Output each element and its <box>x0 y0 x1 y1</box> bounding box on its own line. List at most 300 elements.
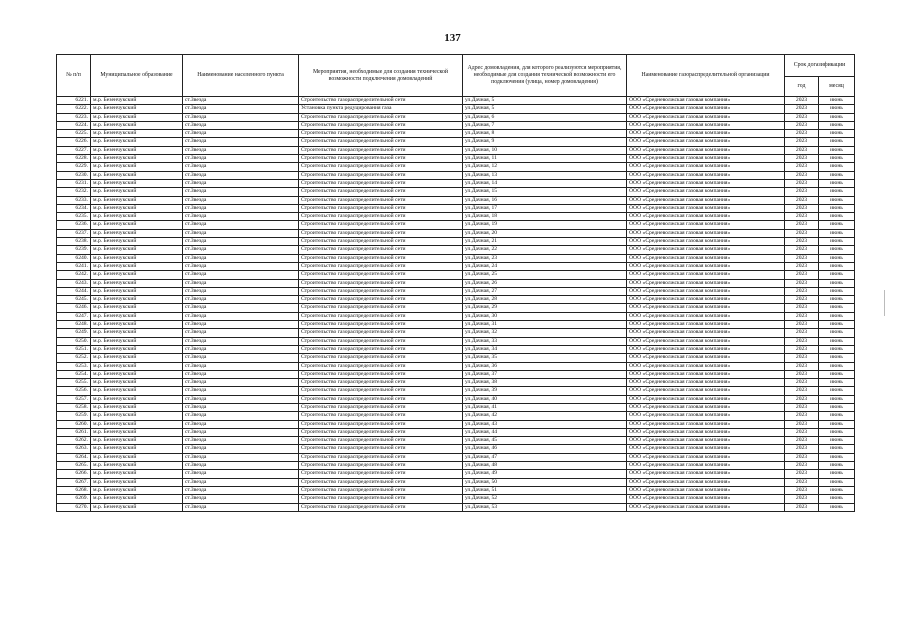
row-organization: ООО «Средневолжская газовая компания» <box>627 262 785 270</box>
row-year: 2023 <box>785 403 819 411</box>
row-organization: ООО «Средневолжская газовая компания» <box>627 354 785 362</box>
row-settlement: ст.Звезда <box>183 254 299 262</box>
row-organization: ООО «Средневолжская газовая компания» <box>627 229 785 237</box>
row-year: 2023 <box>785 337 819 345</box>
row-address: ул.Дачная, 9 <box>463 138 627 146</box>
table-row <box>57 362 855 370</box>
row-year: 2023 <box>785 412 819 420</box>
row-organization: ООО «Средневолжская газовая компания» <box>627 287 785 295</box>
table-row <box>57 403 855 411</box>
row-year: 2023 <box>785 478 819 486</box>
row-organization: ООО «Средневолжская газовая компания» <box>627 279 785 287</box>
row-year: 2023 <box>785 437 819 445</box>
row-measure: Строительство газораспределительной сети <box>299 437 463 445</box>
row-number: 6245. <box>57 296 91 304</box>
row-municipality: м.р. Безенчукский <box>91 486 183 494</box>
table-row <box>57 486 855 494</box>
row-municipality: м.р. Безенчукский <box>91 221 183 229</box>
row-organization: ООО «Средневолжская газовая компания» <box>627 296 785 304</box>
row-measure: Строительство газораспределительной сети <box>299 246 463 254</box>
row-measure: Строительство газораспределительной сети <box>299 387 463 395</box>
row-year: 2023 <box>785 428 819 436</box>
table-row <box>57 279 855 287</box>
row-number: 6227. <box>57 146 91 154</box>
row-organization: ООО «Средневолжская газовая компания» <box>627 329 785 337</box>
row-settlement: ст.Звезда <box>183 287 299 295</box>
row-address: ул.Дачная, 53 <box>463 503 627 511</box>
row-organization: ООО «Средневолжская газовая компания» <box>627 171 785 179</box>
header-settlement: Наименование населенного пункта <box>183 55 299 97</box>
row-address: ул.Дачная, 31 <box>463 321 627 329</box>
row-number: 6231. <box>57 179 91 187</box>
row-measure: Строительство газораспределительной сети <box>299 97 463 105</box>
row-month: июнь <box>819 287 855 295</box>
row-address: ул.Дачная, 30 <box>463 312 627 320</box>
row-address: ул.Дачная, 48 <box>463 462 627 470</box>
row-address: ул.Дачная, 7 <box>463 121 627 129</box>
row-settlement: ст.Звезда <box>183 370 299 378</box>
row-number: 6238. <box>57 238 91 246</box>
table-row <box>57 312 855 320</box>
row-measure: Строительство газораспределительной сети <box>299 138 463 146</box>
row-address: ул.Дачная, 42 <box>463 412 627 420</box>
table-row <box>57 130 855 138</box>
row-year: 2023 <box>785 495 819 503</box>
table-row <box>57 213 855 221</box>
row-address: ул.Дачная, 8 <box>463 130 627 138</box>
row-address: ул.Дачная, 46 <box>463 445 627 453</box>
row-settlement: ст.Звезда <box>183 271 299 279</box>
table-row <box>57 503 855 511</box>
row-address: ул.Дачная, 5 <box>463 105 627 113</box>
table-row <box>57 412 855 420</box>
row-year: 2023 <box>785 221 819 229</box>
row-month: июнь <box>819 354 855 362</box>
row-municipality: м.р. Безенчукский <box>91 279 183 287</box>
row-number: 6248. <box>57 321 91 329</box>
row-address: ул.Дачная, 11 <box>463 155 627 163</box>
row-settlement: ст.Звезда <box>183 470 299 478</box>
table-row <box>57 462 855 470</box>
row-month: июнь <box>819 262 855 270</box>
row-municipality: м.р. Безенчукский <box>91 196 183 204</box>
row-organization: ООО «Средневолжская газовая компания» <box>627 478 785 486</box>
row-organization: ООО «Средневолжская газовая компания» <box>627 188 785 196</box>
row-municipality: м.р. Безенчукский <box>91 503 183 511</box>
row-municipality: м.р. Безенчукский <box>91 204 183 212</box>
row-settlement: ст.Звезда <box>183 387 299 395</box>
table-row <box>57 354 855 362</box>
row-address: ул.Дачная, 25 <box>463 271 627 279</box>
row-month: июнь <box>819 370 855 378</box>
row-year: 2023 <box>785 229 819 237</box>
row-municipality: м.р. Безенчукский <box>91 229 183 237</box>
row-organization: ООО «Средневолжская газовая компания» <box>627 304 785 312</box>
table-row <box>57 329 855 337</box>
row-municipality: м.р. Безенчукский <box>91 155 183 163</box>
row-measure: Строительство газораспределительной сети <box>299 503 463 511</box>
row-address: ул.Дачная, 50 <box>463 478 627 486</box>
row-number: 6264. <box>57 453 91 461</box>
row-address: ул.Дачная, 19 <box>463 221 627 229</box>
table-row <box>57 179 855 187</box>
row-settlement: ст.Звезда <box>183 204 299 212</box>
row-month: июнь <box>819 304 855 312</box>
row-municipality: м.р. Безенчукский <box>91 296 183 304</box>
table-row <box>57 370 855 378</box>
row-month: июнь <box>819 403 855 411</box>
row-number: 6243. <box>57 279 91 287</box>
row-year: 2023 <box>785 97 819 105</box>
row-measure: Строительство газораспределительной сети <box>299 121 463 129</box>
row-settlement: ст.Звезда <box>183 221 299 229</box>
row-year: 2023 <box>785 146 819 154</box>
row-number: 6254. <box>57 370 91 378</box>
row-number: 6252. <box>57 354 91 362</box>
row-number: 6239. <box>57 246 91 254</box>
row-year: 2023 <box>785 130 819 138</box>
row-municipality: м.р. Безенчукский <box>91 254 183 262</box>
row-settlement: ст.Звезда <box>183 171 299 179</box>
table-row <box>57 296 855 304</box>
row-measure: Строительство газораспределительной сети <box>299 296 463 304</box>
row-municipality: м.р. Безенчукский <box>91 428 183 436</box>
page-number: 137 <box>444 32 461 44</box>
table-row <box>57 470 855 478</box>
row-month: июнь <box>819 138 855 146</box>
row-organization: ООО «Средневолжская газовая компания» <box>627 146 785 154</box>
row-year: 2023 <box>785 113 819 121</box>
row-settlement: ст.Звезда <box>183 312 299 320</box>
row-month: июнь <box>819 329 855 337</box>
row-year: 2023 <box>785 179 819 187</box>
header-address: Адрес домовладения, для которого реализуются мероприятия, необходимые для создания технической возможности его подключения (улица, номер домовладения) <box>463 55 627 97</box>
row-municipality: м.р. Безенчукский <box>91 379 183 387</box>
row-organization: ООО «Средневолжская газовая компания» <box>627 196 785 204</box>
table-row <box>57 238 855 246</box>
row-municipality: м.р. Безенчукский <box>91 462 183 470</box>
table-row <box>57 395 855 403</box>
row-month: июнь <box>819 254 855 262</box>
table-row <box>57 155 855 163</box>
row-organization: ООО «Средневолжская газовая компания» <box>627 312 785 320</box>
row-organization: ООО «Средневолжская газовая компания» <box>627 445 785 453</box>
row-year: 2023 <box>785 321 819 329</box>
row-measure: Строительство газораспределительной сети <box>299 478 463 486</box>
row-settlement: ст.Звезда <box>183 345 299 353</box>
table-row <box>57 304 855 312</box>
table-row <box>57 229 855 237</box>
row-organization: ООО «Средневолжская газовая компания» <box>627 204 785 212</box>
row-address: ул.Дачная, 41 <box>463 403 627 411</box>
row-address: ул.Дачная, 16 <box>463 196 627 204</box>
row-month: июнь <box>819 379 855 387</box>
row-address: ул.Дачная, 49 <box>463 470 627 478</box>
row-address: ул.Дачная, 26 <box>463 279 627 287</box>
row-measure: Строительство газораспределительной сети <box>299 155 463 163</box>
row-address: ул.Дачная, 29 <box>463 304 627 312</box>
row-measure: Строительство газораспределительной сети <box>299 470 463 478</box>
row-municipality: м.р. Безенчукский <box>91 470 183 478</box>
row-year: 2023 <box>785 395 819 403</box>
row-month: июнь <box>819 412 855 420</box>
row-measure: Строительство газораспределительной сети <box>299 188 463 196</box>
row-address: ул.Дачная, 23 <box>463 254 627 262</box>
row-month: июнь <box>819 179 855 187</box>
table-row <box>57 287 855 295</box>
row-measure: Строительство газораспределительной сети <box>299 163 463 171</box>
row-municipality: м.р. Безенчукский <box>91 437 183 445</box>
table-row <box>57 146 855 154</box>
row-measure: Строительство газораспределительной сети <box>299 337 463 345</box>
row-settlement: ст.Звезда <box>183 495 299 503</box>
row-settlement: ст.Звезда <box>183 279 299 287</box>
row-address: ул.Дачная, 10 <box>463 146 627 154</box>
row-measure: Строительство газораспределительной сети <box>299 453 463 461</box>
row-measure: Строительство газораспределительной сети <box>299 271 463 279</box>
header-year: год <box>785 77 819 97</box>
row-municipality: м.р. Безенчукский <box>91 105 183 113</box>
header-municipality: Муниципальное образование <box>91 55 183 97</box>
table-row <box>57 379 855 387</box>
row-settlement: ст.Звезда <box>183 105 299 113</box>
row-year: 2023 <box>785 387 819 395</box>
row-number: 6266. <box>57 470 91 478</box>
row-organization: ООО «Средневолжская газовая компания» <box>627 121 785 129</box>
row-address: ул.Дачная, 43 <box>463 420 627 428</box>
row-address: ул.Дачная, 36 <box>463 362 627 370</box>
row-number: 6236. <box>57 221 91 229</box>
row-municipality: м.р. Безенчукский <box>91 354 183 362</box>
row-measure: Строительство газораспределительной сети <box>299 204 463 212</box>
row-municipality: м.р. Безенчукский <box>91 445 183 453</box>
header-organization: Наименование газораспределительной организации <box>627 55 785 97</box>
table-row <box>57 428 855 436</box>
row-municipality: м.р. Безенчукский <box>91 403 183 411</box>
row-measure: Строительство газораспределительной сети <box>299 329 463 337</box>
row-number: 6253. <box>57 362 91 370</box>
row-address: ул.Дачная, 40 <box>463 395 627 403</box>
row-municipality: м.р. Безенчукский <box>91 130 183 138</box>
table-header <box>57 55 855 97</box>
row-settlement: ст.Звезда <box>183 238 299 246</box>
row-month: июнь <box>819 279 855 287</box>
row-number: 6259. <box>57 412 91 420</box>
row-organization: ООО «Средневолжская газовая компания» <box>627 345 785 353</box>
row-measure: Строительство газораспределительной сети <box>299 113 463 121</box>
row-year: 2023 <box>785 213 819 221</box>
row-organization: ООО «Средневолжская газовая компания» <box>627 495 785 503</box>
row-address: ул.Дачная, 38 <box>463 379 627 387</box>
row-organization: ООО «Средневолжская газовая компания» <box>627 246 785 254</box>
row-address: ул.Дачная, 47 <box>463 453 627 461</box>
row-municipality: м.р. Безенчукский <box>91 121 183 129</box>
row-address: ул.Дачная, 39 <box>463 387 627 395</box>
row-number: 6233. <box>57 196 91 204</box>
row-number: 6225. <box>57 130 91 138</box>
row-address: ул.Дачная, 37 <box>463 370 627 378</box>
row-number: 6270. <box>57 503 91 511</box>
row-municipality: м.р. Безенчукский <box>91 312 183 320</box>
table-row <box>57 437 855 445</box>
row-municipality: м.р. Безенчукский <box>91 329 183 337</box>
row-address: ул.Дачная, 33 <box>463 337 627 345</box>
row-number: 6221. <box>57 97 91 105</box>
table-row <box>57 321 855 329</box>
row-month: июнь <box>819 312 855 320</box>
row-year: 2023 <box>785 420 819 428</box>
table-row <box>57 221 855 229</box>
row-municipality: м.р. Безенчукский <box>91 246 183 254</box>
table-row <box>57 453 855 461</box>
row-month: июнь <box>819 105 855 113</box>
row-measure: Строительство газораспределительной сети <box>299 379 463 387</box>
row-month: июнь <box>819 428 855 436</box>
row-settlement: ст.Звезда <box>183 329 299 337</box>
row-organization: ООО «Средневолжская газовая компания» <box>627 254 785 262</box>
row-month: июнь <box>819 345 855 353</box>
table-row <box>57 345 855 353</box>
row-measure: Установка пункта редуцирования газа <box>299 105 463 113</box>
row-municipality: м.р. Безенчукский <box>91 188 183 196</box>
row-address: ул.Дачная, 22 <box>463 246 627 254</box>
row-month: июнь <box>819 238 855 246</box>
row-year: 2023 <box>785 503 819 511</box>
row-municipality: м.р. Безенчукский <box>91 179 183 187</box>
row-settlement: ст.Звезда <box>183 213 299 221</box>
row-settlement: ст.Звезда <box>183 354 299 362</box>
row-month: июнь <box>819 171 855 179</box>
row-address: ул.Дачная, 20 <box>463 229 627 237</box>
row-address: ул.Дачная, 28 <box>463 296 627 304</box>
row-municipality: м.р. Безенчукский <box>91 337 183 345</box>
header-deadline: Срок догазификации <box>785 55 855 77</box>
row-measure: Строительство газораспределительной сети <box>299 171 463 179</box>
row-measure: Строительство газораспределительной сети <box>299 420 463 428</box>
row-year: 2023 <box>785 354 819 362</box>
row-number: 6241. <box>57 262 91 270</box>
table-row <box>57 246 855 254</box>
row-settlement: ст.Звезда <box>183 138 299 146</box>
row-address: ул.Дачная, 44 <box>463 428 627 436</box>
row-year: 2023 <box>785 254 819 262</box>
row-measure: Строительство газораспределительной сети <box>299 279 463 287</box>
row-settlement: ст.Звезда <box>183 296 299 304</box>
row-organization: ООО «Средневолжская газовая компания» <box>627 271 785 279</box>
table-row <box>57 97 855 105</box>
row-measure: Строительство газораспределительной сети <box>299 130 463 138</box>
row-measure: Строительство газораспределительной сети <box>299 146 463 154</box>
row-measure: Строительство газораспределительной сети <box>299 362 463 370</box>
row-measure: Строительство газораспределительной сети <box>299 428 463 436</box>
row-settlement: ст.Звезда <box>183 412 299 420</box>
row-number: 6222. <box>57 105 91 113</box>
row-settlement: ст.Звезда <box>183 486 299 494</box>
row-municipality: м.р. Безенчукский <box>91 412 183 420</box>
table-row <box>57 188 855 196</box>
row-organization: ООО «Средневолжская газовая компания» <box>627 437 785 445</box>
row-month: июнь <box>819 155 855 163</box>
row-settlement: ст.Звезда <box>183 229 299 237</box>
row-number: 6250. <box>57 337 91 345</box>
row-address: ул.Дачная, 12 <box>463 163 627 171</box>
row-year: 2023 <box>785 163 819 171</box>
row-organization: ООО «Средневолжская газовая компания» <box>627 213 785 221</box>
row-organization: ООО «Средневолжская газовая компания» <box>627 395 785 403</box>
row-municipality: м.р. Безенчукский <box>91 387 183 395</box>
row-address: ул.Дачная, 52 <box>463 495 627 503</box>
row-year: 2023 <box>785 287 819 295</box>
row-organization: ООО «Средневолжская газовая компания» <box>627 179 785 187</box>
row-organization: ООО «Средневолжская газовая компания» <box>627 362 785 370</box>
row-year: 2023 <box>785 296 819 304</box>
row-settlement: ст.Звезда <box>183 337 299 345</box>
row-settlement: ст.Звезда <box>183 437 299 445</box>
table-body <box>57 97 855 512</box>
row-organization: ООО «Средневолжская газовая компания» <box>627 412 785 420</box>
row-municipality: м.р. Безенчукский <box>91 97 183 105</box>
row-organization: ООО «Средневолжская газовая компания» <box>627 503 785 511</box>
row-month: июнь <box>819 130 855 138</box>
row-organization: ООО «Средневолжская газовая компания» <box>627 403 785 411</box>
table-row <box>57 337 855 345</box>
row-month: июнь <box>819 296 855 304</box>
row-month: июнь <box>819 387 855 395</box>
row-municipality: м.р. Безенчукский <box>91 478 183 486</box>
row-measure: Строительство газораспределительной сети <box>299 229 463 237</box>
row-organization: ООО «Средневолжская газовая компания» <box>627 221 785 229</box>
row-measure: Строительство газораспределительной сети <box>299 486 463 494</box>
row-number: 6237. <box>57 229 91 237</box>
row-measure: Строительство газораспределительной сети <box>299 403 463 411</box>
row-number: 6262. <box>57 437 91 445</box>
table-row <box>57 495 855 503</box>
row-month: июнь <box>819 337 855 345</box>
row-organization: ООО «Средневолжская газовая компания» <box>627 370 785 378</box>
row-number: 6251. <box>57 345 91 353</box>
row-organization: ООО «Средневолжская газовая компания» <box>627 163 785 171</box>
row-municipality: м.р. Безенчукский <box>91 138 183 146</box>
table-row <box>57 196 855 204</box>
header-num: № п/п <box>57 55 91 97</box>
row-month: июнь <box>819 503 855 511</box>
row-address: ул.Дачная, 18 <box>463 213 627 221</box>
row-year: 2023 <box>785 188 819 196</box>
row-number: 6234. <box>57 204 91 212</box>
row-month: июнь <box>819 362 855 370</box>
row-measure: Строительство газораспределительной сети <box>299 304 463 312</box>
row-number: 6249. <box>57 329 91 337</box>
table-row <box>57 105 855 113</box>
row-settlement: ст.Звезда <box>183 246 299 254</box>
row-month: июнь <box>819 453 855 461</box>
row-measure: Строительство газораспределительной сети <box>299 321 463 329</box>
row-month: июнь <box>819 229 855 237</box>
row-measure: Строительство газораспределительной сети <box>299 370 463 378</box>
row-settlement: ст.Звезда <box>183 113 299 121</box>
table-row <box>57 113 855 121</box>
row-year: 2023 <box>785 196 819 204</box>
row-municipality: м.р. Безенчукский <box>91 271 183 279</box>
row-address: ул.Дачная, 35 <box>463 354 627 362</box>
row-number: 6255. <box>57 379 91 387</box>
row-organization: ООО «Средневолжская газовая компания» <box>627 453 785 461</box>
row-municipality: м.р. Безенчукский <box>91 163 183 171</box>
row-measure: Строительство газораспределительной сети <box>299 221 463 229</box>
row-number: 6246. <box>57 304 91 312</box>
row-measure: Строительство газораспределительной сети <box>299 462 463 470</box>
row-year: 2023 <box>785 155 819 163</box>
